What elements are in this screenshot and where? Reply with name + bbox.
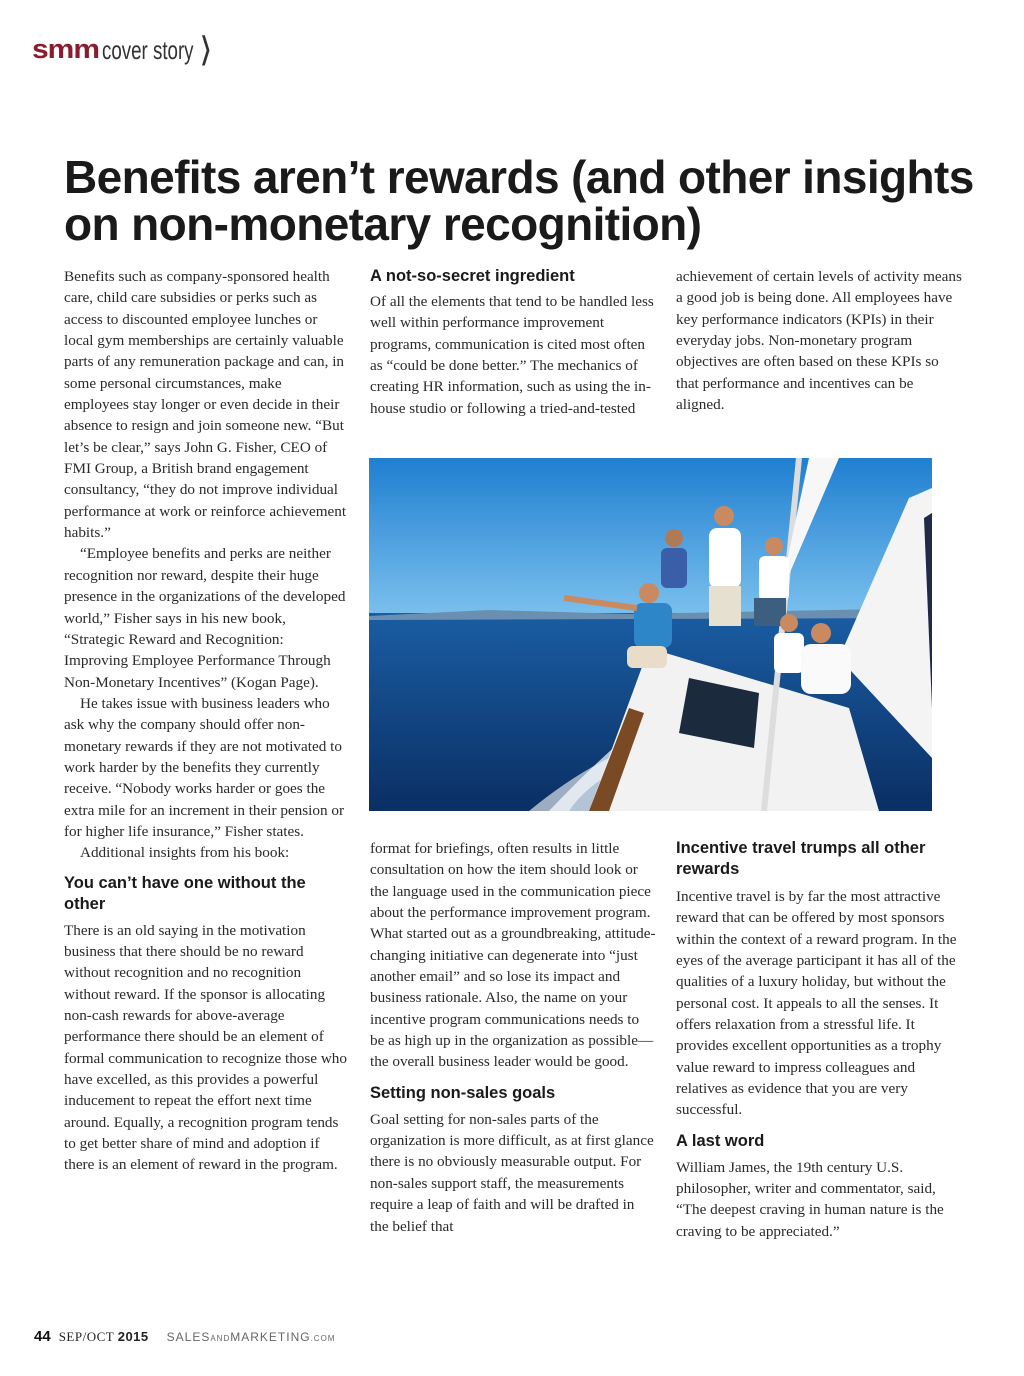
subheading: A last word [676,1131,765,1150]
paragraph: achievement of certain levels of activity means a good job is being done. All employees have key performance indicators (KPIs) in their everyday jobs. Non-monetary program objectives are often based on these KPIs so that performance and incentives can be aligned. [676,268,962,414]
masthead [32,30,212,70]
paragraph: Additional insights from his book: [80,844,290,862]
issue-date [59,1329,149,1345]
subheading: Setting non-sales goals [370,1083,556,1102]
chevron-right-icon: ⟩ [199,31,213,69]
paragraph: Of all the elements that tend to be handled less well within performance improvement programs, communication is cited most often as “could be done better.” The mechanics of creating HR information, such as using the in-house studio or following a tried-and-tested [370,293,654,417]
column-3-bottom [676,838,966,1242]
pub-part: MARKETING [230,1330,311,1344]
column-3-top [676,266,962,415]
brand-logo: smm [32,34,100,65]
paragraph: Goal setting for non-sales parts of the organization is more difficult, as at first glance there is no obviously measurable output. For non-sales support staff, the measurements require a leap of faith and will be drafted in the belief that [370,1110,654,1235]
publication-name [167,1330,336,1344]
paragraph: Incentive travel is by far the most attractive reward that can be offered by most sponsors within the context of a reward program. In the eyes of the average participant it has all of the qualities of a luxury holiday, but without the personal cost. It appeals to all the senses. It offers relaxation from a stressful life. It provides excellent opportunities as a trophy value reward to impress colleagues and relatives as evidence that you are very successful. [676,888,957,1119]
sailing-photo [369,458,932,811]
pub-part: .COM [310,1334,336,1343]
pub-part: AND [210,1334,231,1343]
paragraph: Benefits such as company-sponsored health care, child care subsidies or perks such as access to discounted employee lunches or local gym memberships are certainly valuable parts of any remuneration package and can, in some personal circumstances, make employees stay longer or even decide in their absence to resign and join someone new. “But let’s be clear,” says John G. Fisher, CEO of FMI Group, a British brand engagement consultancy, “they do not improve individual performance at work or reinforce achievement habits.” [64,268,347,542]
paragraph: There is an old saying in the motivation business that there should be no reward without recognition and no recognition without reward. If the sponsor is allocating non-cash rewards for above-average performance there should be an element of formal communication to recognize those who have excelled, as this provides a powerful inducement to repeat the effort next time around. Equally, a recognition program tends to get better share of mind and adoption if there is an element of reward in the program. [64,921,347,1174]
paragraph: He takes issue with business leaders who ask why the company should offer non-monetary rewards if they are not motivated to work harder by the benefits they currently receive. “Nobody works harder or goes the extra mile for an increment in their pension or for higher life insurance,” Fisher states. [64,694,345,840]
issue-year: 2015 [117,1329,149,1344]
column-2-bottom [370,838,656,1237]
issue-month: SEP/OCT [58,1329,114,1344]
paragraph: “Employee benefits and perks are neither recognition nor reward, despite their huge presence in the organizations of the developed world,” Fisher says in his new book, “Strategic Reward and Recognition: Improving Employee Performance Through Non-Monetary Incentives” (Kogan Page). [64,545,346,691]
article-headline: Benefits aren’t rewards (and other insights on non-monetary recognition) [64,151,974,250]
column-2-top [370,266,656,419]
page-number: 44 [34,1328,51,1345]
sailboat-illustration [369,458,932,811]
subheading: You can’t have one without the other [64,873,306,913]
paragraph: format for briefings, often results in little consultation on how the item should look or the language used in the communication piece about the performance improvement program. What started out as a groundbreaking, attitude-changing initiative can degenerate into “just another email” and so lose its impact and business rationale. Also, the name on your incentive program communications needs to be as high up in the organization as possible—the overall business leader would be good. [370,840,656,1071]
subheading: A not-so-secret ingredient [370,267,575,285]
page-footer [34,1328,335,1345]
subheading: Incentive travel trumps all other rewards [676,839,926,878]
column-1 [64,266,350,1176]
section-label: cover story [102,34,194,65]
pub-part: SALES [166,1330,211,1344]
paragraph: William James, the 19th century U.S. philosopher, writer and commentator, said, “The deepest craving in human nature is the craving to be appreciated.” [676,1158,944,1240]
